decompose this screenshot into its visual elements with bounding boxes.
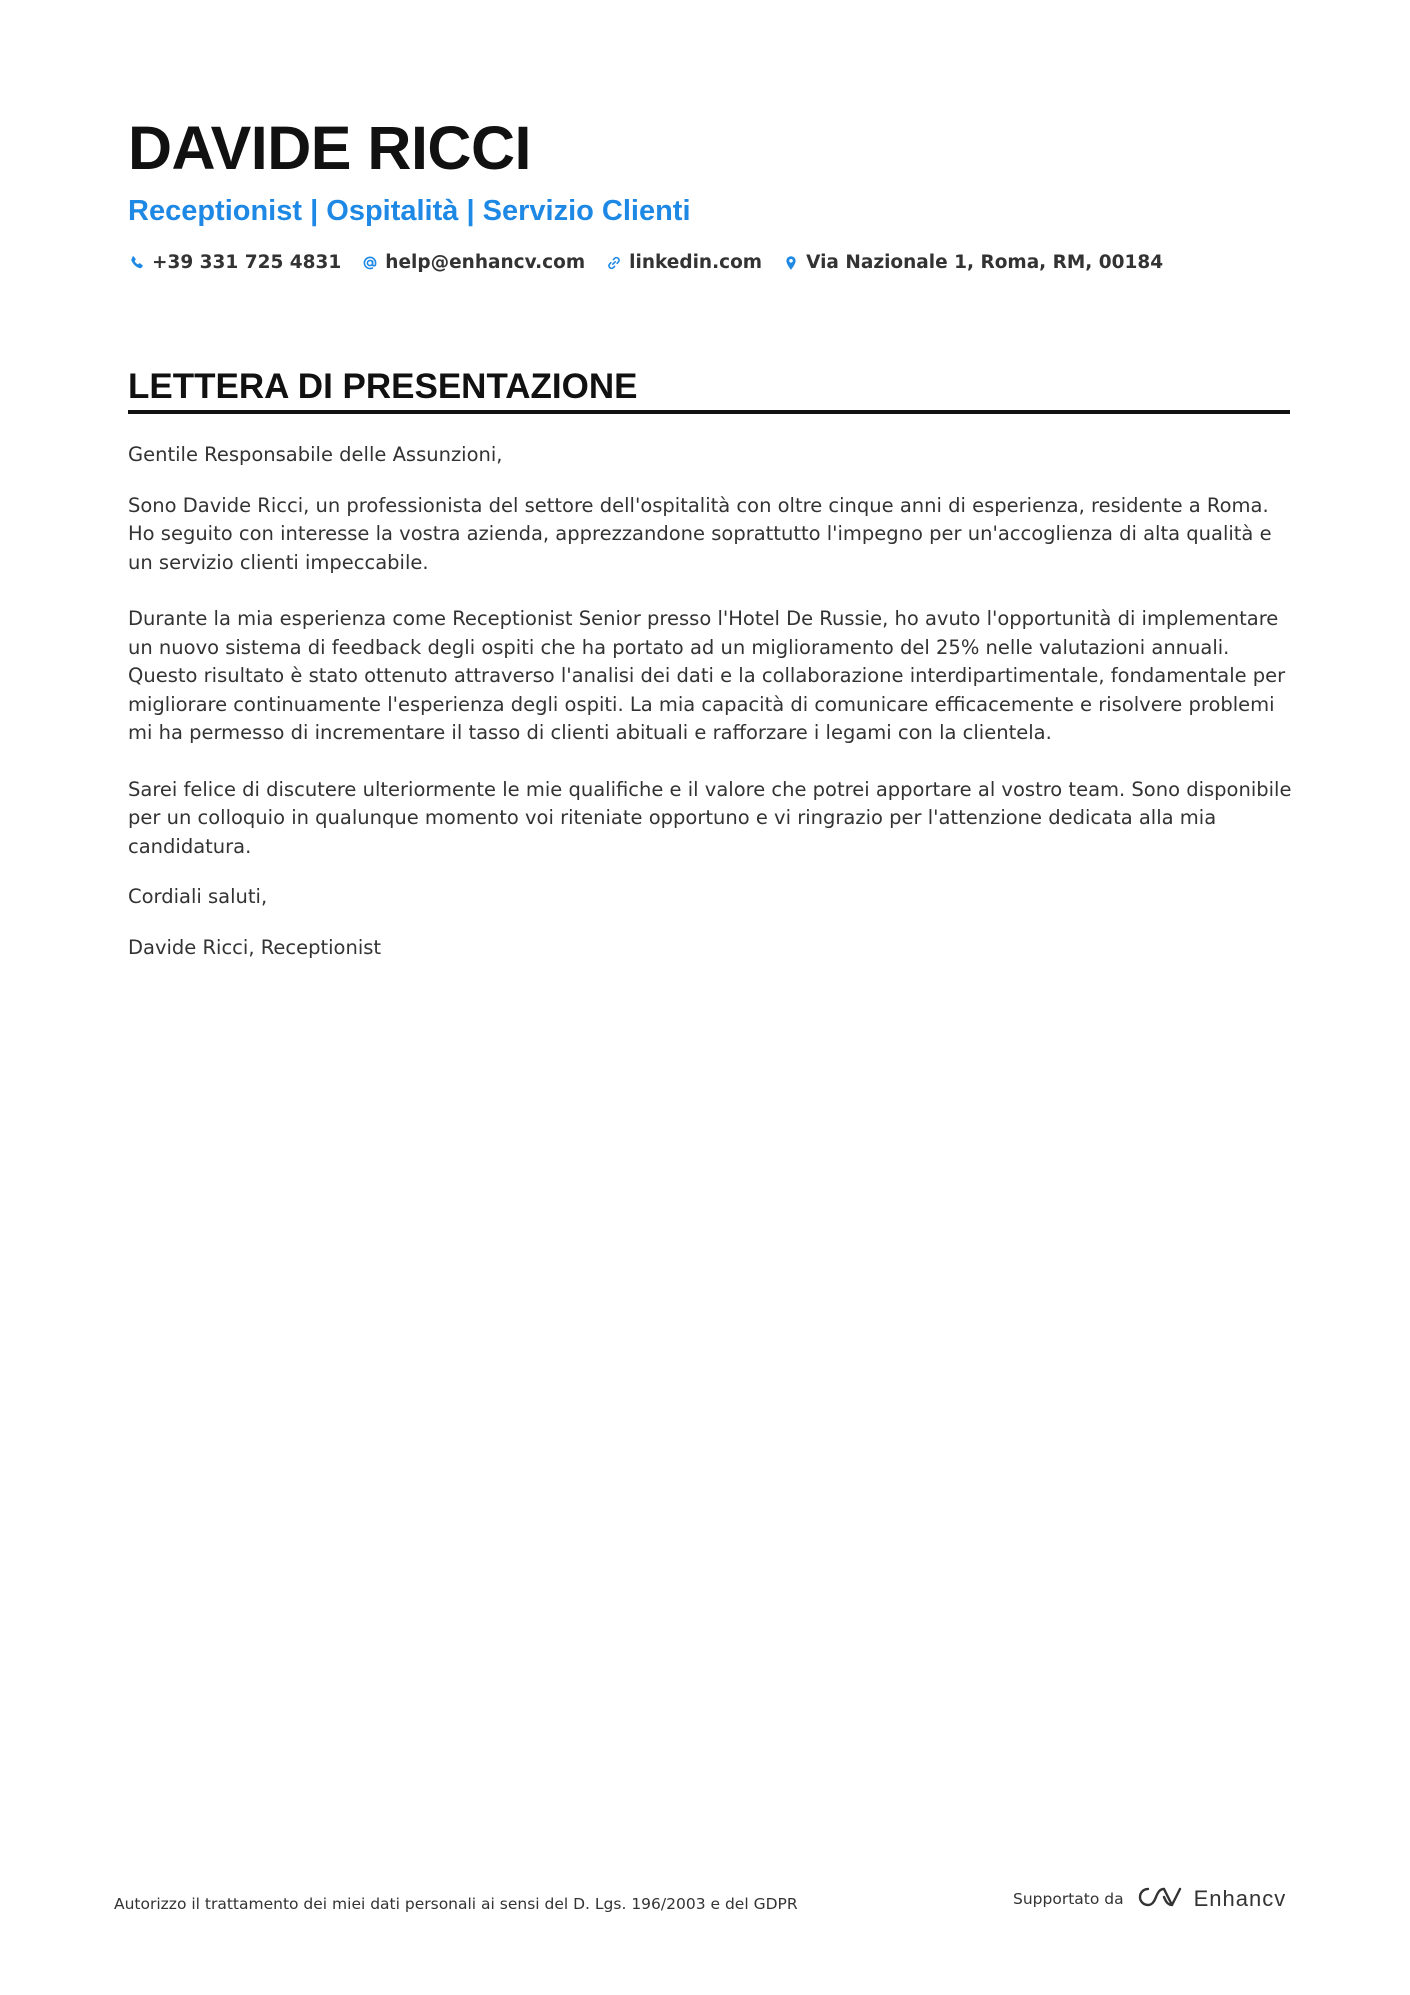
- contact-address: [782, 252, 1163, 273]
- letter-paragraph: Durante la mia esperienza come Receptionist Senior presso l'Hotel De Russie, ho avuto l'opportunità di implementare un nuovo sistema di feedback degli ospiti che ha portato ad un miglioramento del 25% nelle valutazioni annuali. Questo risultato è stato ottenuto attraverso l'analisi dei dati e la collaborazione interdipartimentale, fondamentale per migliorare continuamente l'esperienza degli ospiti. La mia capacità di comunicare efficacemente e risolvere problemi mi ha permesso di incrementare il tasso di clienti abituali e rafforzare i legami con la clientela.: [128, 607, 1286, 744]
- powered-by-label: Supportato da: [1013, 1890, 1124, 1908]
- letter-salutation: Gentile Responsabile delle Assunzioni,: [128, 443, 503, 466]
- location-pin-icon: [782, 254, 800, 272]
- letter-body: [128, 441, 1293, 990]
- section-title: LETTERA DI PRESENTAZIONE: [128, 367, 638, 406]
- enhancv-logo[interactable]: [1136, 1884, 1287, 1914]
- email-text: help@enhancv.com: [385, 252, 586, 273]
- powered-by: [1013, 1884, 1286, 1914]
- enhancv-logo-icon: [1136, 1884, 1184, 1914]
- phone-icon: [128, 254, 146, 272]
- letter-paragraph: Sarei felice di discutere ulteriormente le mie qualifiche e il valore che potrei apportare al vostro team. Sono disponibile per un colloquio in qualunque momento voi riteniate opportuno e vi ringrazio per l'attenzione dedicata alla mia candidatura.: [128, 777, 1292, 858]
- address-text: Via Nazionale 1, Roma, RM, 00184: [806, 252, 1164, 273]
- enhancv-wordmark: Enhancv: [1193, 1886, 1287, 1911]
- link-icon: [605, 254, 623, 272]
- contact-phone[interactable]: [128, 252, 341, 273]
- linkedin-text: linkedin.com: [629, 252, 763, 273]
- phone-text: +39 331 725 4831: [152, 252, 342, 273]
- contact-email[interactable]: [361, 252, 585, 273]
- at-icon: [361, 254, 379, 272]
- candidate-headline: Receptionist | Ospitalità | Servizio Clienti: [128, 195, 691, 227]
- contact-linkedin[interactable]: [605, 252, 762, 273]
- section-divider: [128, 410, 1290, 414]
- letter-signature: Davide Ricci, Receptionist: [128, 935, 382, 959]
- letter-closing: Cordiali saluti,: [128, 885, 268, 908]
- candidate-name: DAVIDE RICCI: [128, 114, 531, 182]
- letter-paragraph: Sono Davide Ricci, un professionista del settore dell'ospitalità con oltre cinque anni di esperienza, residente a Roma. Ho seguito con interesse la vostra azienda, apprezzandone soprattutto l'impegno per un'accoglienza di alta qualità e un servizio clienti impeccabile.: [128, 493, 1272, 574]
- privacy-consent: Autorizzo il trattamento dei miei dati personali ai sensi del D. Lgs. 196/2003 e del GDPR: [114, 1895, 798, 1913]
- contact-bar: [128, 252, 1163, 273]
